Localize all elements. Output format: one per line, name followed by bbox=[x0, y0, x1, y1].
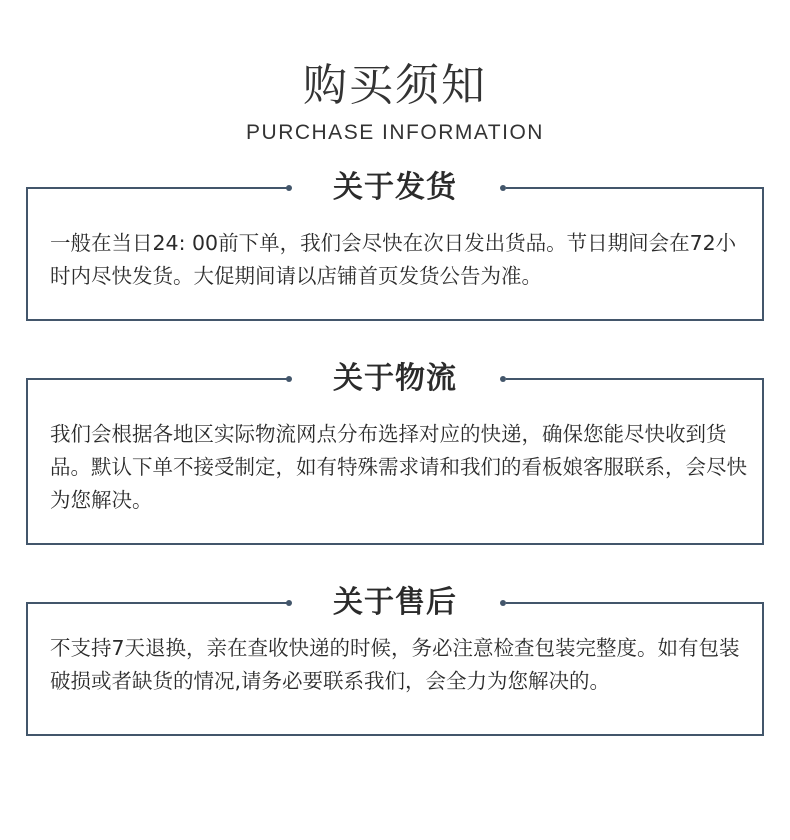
section-body: 不支持7天退换，亲在查收快递的时候，务必注意检查包装完整度。如有包装破损或者缺货的情况,请务必要联系我们，会全力为您解决的。 bbox=[50, 636, 740, 693]
section-heading: 关于售后 bbox=[333, 585, 457, 620]
section-heading: 关于发货 bbox=[333, 170, 457, 205]
section-logistics bbox=[26, 361, 764, 545]
page-subtitle: PURCHASE INFORMATION bbox=[246, 121, 544, 144]
section-after-sales bbox=[26, 585, 764, 736]
page-title: 购买须知 bbox=[303, 60, 487, 111]
section-shipping bbox=[26, 170, 764, 321]
section-body: 我们会根据各地区实际物流网点分布选择对应的快递，确保您能尽快收到货品。默认下单不接受制定，如有特殊需求请和我们的看板娘客服联系，会尽快为您解决。 bbox=[50, 422, 747, 512]
page-header bbox=[0, 58, 790, 146]
section-body: 一般在当日24: 00前下单，我们会尽快在次日发出货品。节日期间会在72小时内尽快发货。大促期间请以店铺首页发货公告为准。 bbox=[50, 231, 737, 288]
section-heading: 关于物流 bbox=[333, 361, 457, 396]
